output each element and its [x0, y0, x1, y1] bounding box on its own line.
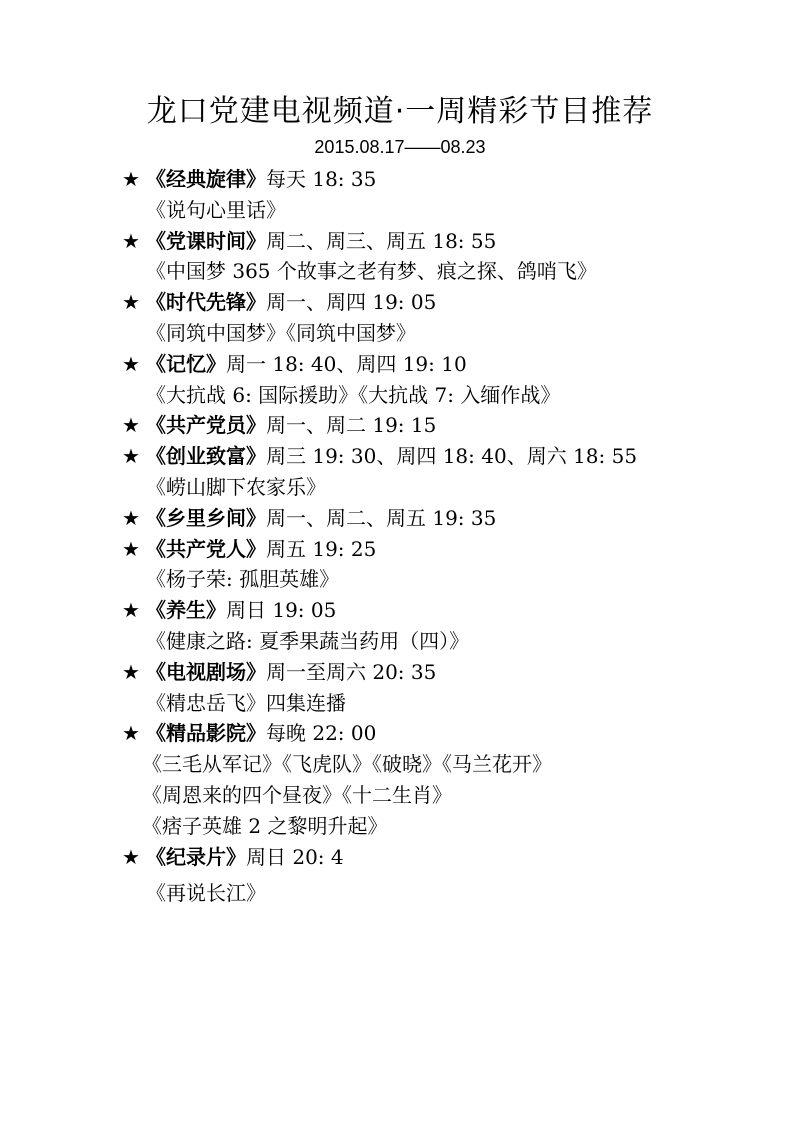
program-episode: 《同筑中国梦》《同筑中国梦》: [146, 320, 416, 345]
program-name: 《时代先锋》: [146, 290, 266, 315]
program-episode: 《大抗战 6: 国际援助》《大抗战 7: 入缅作战》: [146, 382, 561, 407]
program-episode: 《再说长江》: [146, 881, 266, 906]
program-row: [122, 842, 762, 873]
star-icon: ★: [122, 351, 140, 376]
program-schedule: 周日 20: 4: [246, 844, 344, 869]
star-icon: ★: [122, 167, 140, 191]
program-name: 《共产党人》: [146, 536, 266, 561]
program-name: 《记忆》: [146, 351, 226, 376]
program-name: 《纪录片》: [146, 844, 246, 869]
star-icon: ★: [122, 444, 140, 469]
program-schedule: 每天 18: 35: [266, 167, 377, 191]
star-icon: ★: [122, 844, 140, 869]
program-row: [122, 349, 762, 380]
program-schedule: 周三 19: 30、周四 18: 40、周六 18: 55: [266, 444, 638, 469]
program-episode: 《崂山脚下农家乐》: [146, 474, 326, 499]
program-episode: 《健康之路: 夏季果蔬当药用（四）》: [146, 628, 470, 653]
star-icon: ★: [122, 659, 140, 684]
program-name: 《养生》: [146, 598, 226, 623]
program-row: [122, 410, 762, 441]
program-row: [122, 657, 762, 688]
program-name: 《创业致富》: [146, 444, 266, 469]
program-schedule: 周二、周三、周五 18: 55: [266, 228, 497, 253]
program-row: [122, 164, 762, 195]
star-icon: ★: [122, 228, 140, 253]
program-episode: 《周恩来的四个昼夜》《十二生肖》: [142, 782, 452, 807]
program-schedule: 周一、周二、周五 19: 35: [266, 505, 497, 530]
star-icon: ★: [122, 721, 140, 746]
program-episode: 《精忠岳飞》四集连播: [146, 690, 346, 715]
program-name: 《经典旋律》: [146, 167, 266, 191]
program-schedule: 周一、周四 19: 05: [266, 290, 437, 315]
star-icon: ★: [122, 505, 140, 530]
program-schedule: 周一至周六 20: 35: [266, 659, 437, 684]
date-range: 2015.08.17——08.23: [314, 137, 486, 157]
program-schedule: 周一、周二 19: 15: [266, 413, 437, 438]
program-name: 《党课时间》: [146, 228, 266, 253]
program-schedule: 周五 19: 25: [266, 536, 377, 561]
program-row: [122, 503, 762, 534]
program-episode: 《痞子英雄 2 之黎明升起》: [142, 813, 388, 838]
star-icon: ★: [122, 290, 140, 315]
program-schedule: 周一 18: 40、周四 19: 10: [226, 351, 467, 376]
program-row: [122, 226, 762, 257]
program-name: 《共产党员》: [146, 413, 266, 438]
page-title: 龙口党建电视频道·一周精彩节目推荐: [146, 94, 654, 129]
program-schedule: 每晚 22: 00: [266, 721, 377, 746]
program-row: [122, 718, 762, 749]
program-episode: 《中国梦 365 个故事之老有梦、痕之探、鸽哨飞》: [146, 259, 597, 284]
program-episode: 《杨子荣: 孤胆英雄》: [146, 567, 340, 592]
program-name: 《精品影院》: [146, 721, 266, 746]
program-row: [122, 287, 762, 318]
program-episode: 《三毛从军记》《飞虎队》《破晓》《马兰花开》: [142, 752, 552, 777]
program-schedule: 周日 19: 05: [226, 598, 337, 623]
program-name: 《电视剧场》: [146, 659, 266, 684]
program-row: [122, 595, 762, 626]
program-row: [122, 441, 762, 472]
star-icon: ★: [122, 536, 140, 561]
star-icon: ★: [122, 413, 140, 438]
program-episode: 《说句心里话》: [146, 197, 286, 222]
program-name: 《乡里乡间》: [146, 505, 266, 530]
program-list: [122, 164, 762, 909]
star-icon: ★: [122, 598, 140, 623]
program-row: [122, 534, 762, 565]
